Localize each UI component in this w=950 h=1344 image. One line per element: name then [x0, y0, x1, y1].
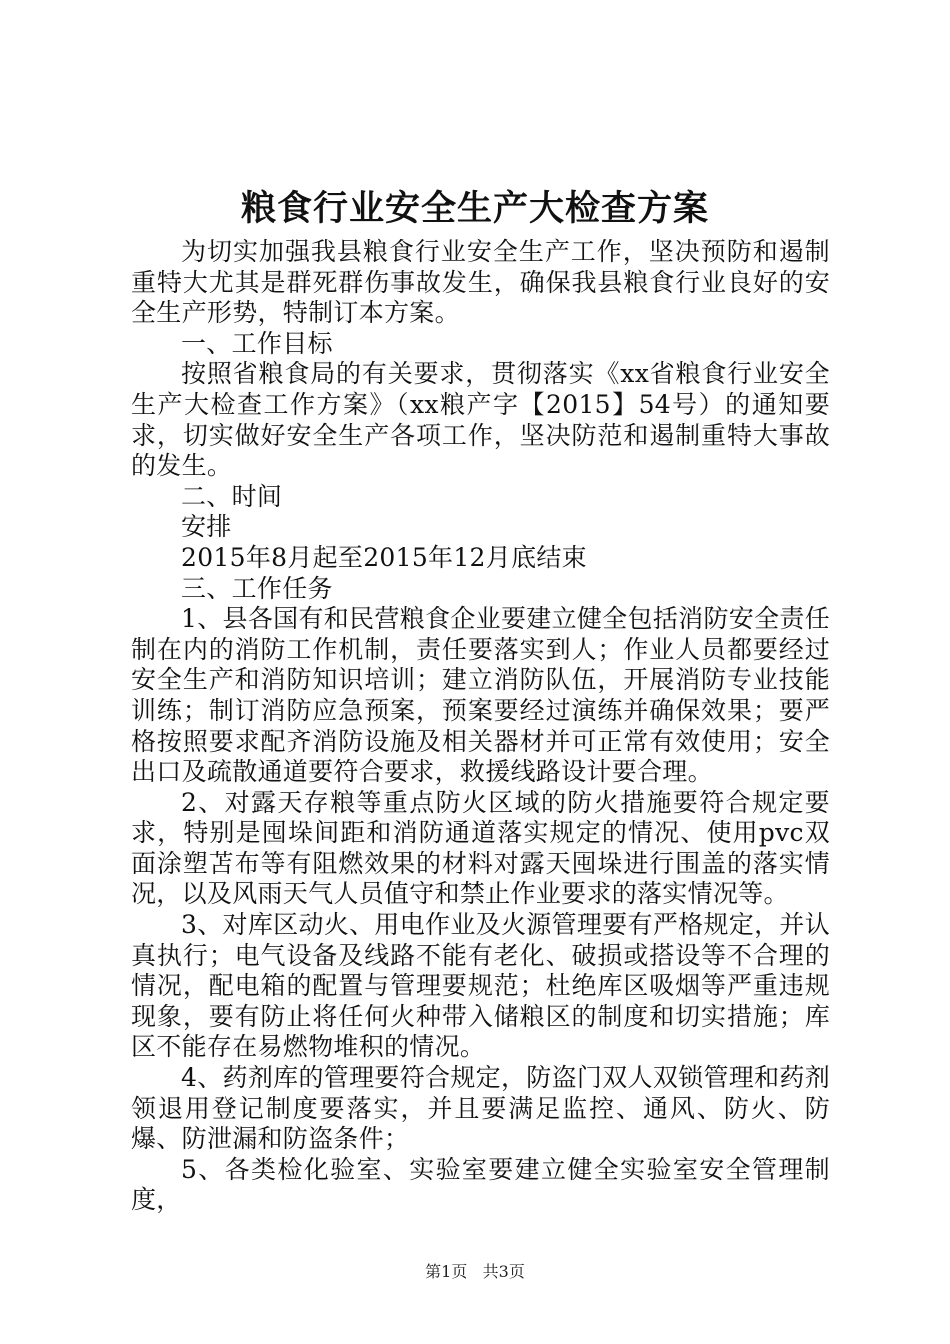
time-range-text: 2015年8月起至2015年12月底结束 [181, 542, 587, 572]
task-item-1: 1、县各国有和民营粮食企业要建立健全包括消防安全责任制在内的消防工作机制，责任要落实到人；作业人员都要经过安全生产和消防知识培训；建立消防队伍，开展消防专业技能训练；制订消防应急预案，预案要经过演练并确保效果；要严格按照要求配齐消防设施及相关器材并可正常有效使用；安全出口及疏散通道要符合要求，救援线路设计要合理。 [131, 604, 830, 787]
page-total: 共3页 [482, 1262, 525, 1281]
section-heading-time: 二、时间 [181, 481, 283, 511]
document-body [131, 237, 830, 1216]
section-heading-tasks: 三、工作任务 [181, 573, 333, 603]
section-heading-goals: 一、工作目标 [181, 328, 333, 358]
task-item-4: 4、药剂库的管理要符合规定，防盗门双人双锁管理和药剂领退用登记制度要落实，并且要满足监控、通风、防火、防爆、防泄漏和防盗条件； [131, 1063, 830, 1154]
task-item-2: 2、对露天存粮等重点防火区域的防火措施要符合规定要求，特别是囤垛间距和消防通道落实规定的情况、使用pvc双面涂塑苫布等有阻燃效果的材料对露天囤垛进行围盖的落实情况，以及风雨天气人员值守和禁止作业要求的落实情况等。 [131, 787, 830, 909]
intro-paragraph: 为切实加强我县粮食行业安全生产工作，坚决预防和遏制重特大尤其是群死群伤事故发生，确保我县粮食行业良好的安全生产形势，特制订本方案。 [131, 237, 830, 328]
page-number: 第1页 [425, 1262, 468, 1281]
time-arrangement-label: 安排 [181, 512, 232, 542]
document-title: 粮食行业安全生产大检查方案 [240, 188, 709, 229]
task-item-3: 3、对库区动火、用电作业及火源管理要有严格规定，并认真执行；电气设备及线路不能有老化、破损或搭设等不合理的情况，配电箱的配置与管理要规范；杜绝库区吸烟等严重违规现象，要有防止将任何火种带入储粮区的制度和切实措施；库区不能存在易燃物堆积的情况。 [131, 910, 830, 1062]
task-item-5: 5、各类检化验室、实验室要建立健全实验室安全管理制度， [131, 1154, 830, 1215]
goals-paragraph: 按照省粮食局的有关要求，贯彻落实《xx省粮食行业安全生产大检查工作方案》（xx粮产字【2015】54号）的通知要求，切实做好安全生产各项工作，坚决防范和遏制重特大事故的发生。 [131, 359, 830, 481]
page-footer [0, 1262, 950, 1282]
